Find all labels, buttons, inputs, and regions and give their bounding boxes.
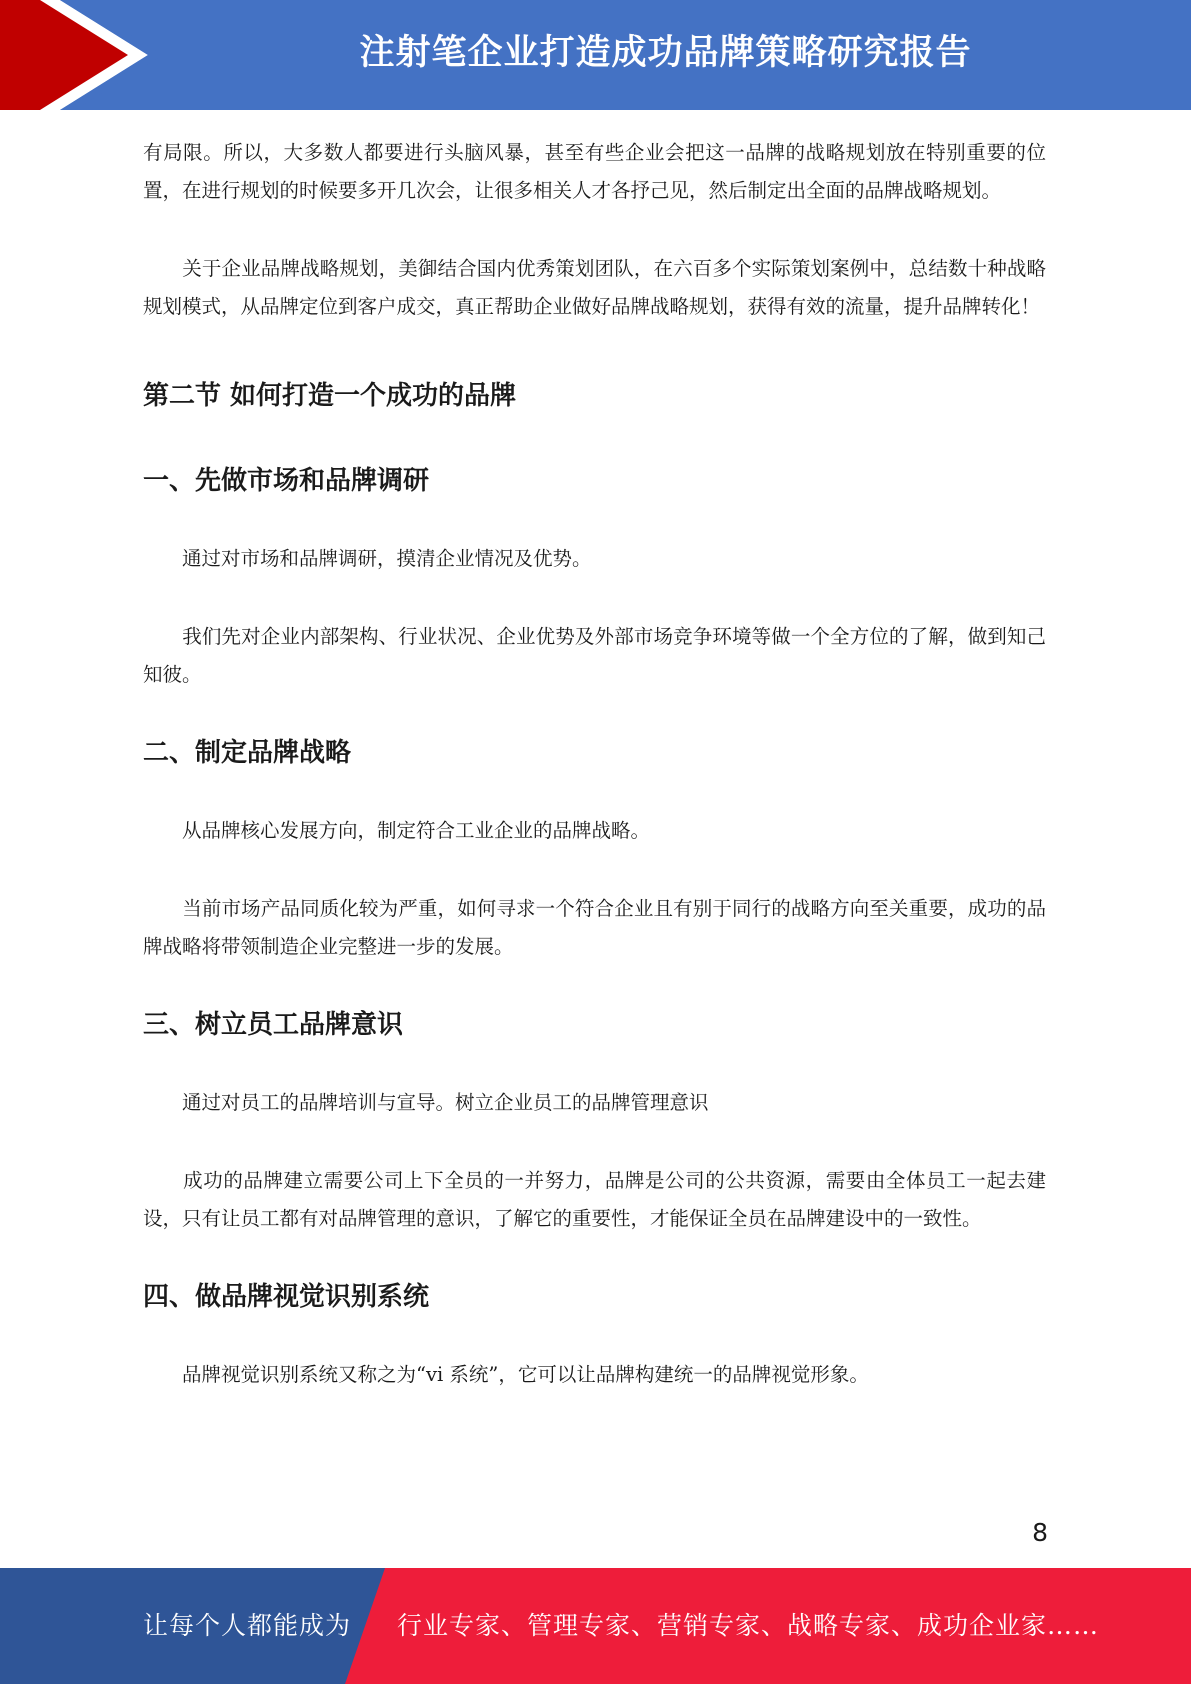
body-paragraph: 成功的品牌建立需要公司上下全员的一并努力，品牌是公司的公共资源，需要由全体员工一起去建设，只有让员工都有对品牌管理的意识，了解它的重要性，才能保证全员在品牌建设中的一致性。 <box>143 1169 1046 1230</box>
body-paragraph: 我们先对企业内部架构、行业状况、企业优势及外部市场竞争环境等做一个全方位的了解，做到知己知彼。 <box>143 625 1046 686</box>
subsection-heading: 四、做品牌视觉识别系统 <box>143 1282 430 1312</box>
page-footer <box>0 1568 1191 1684</box>
body-paragraph: 通过对员工的品牌培训与宣导。树立企业员工的品牌管理意识 <box>143 1091 709 1114</box>
section-heading: 第二节 如何打造一个成功的品牌 <box>143 381 517 411</box>
subsection-heading: 二、制定品牌战略 <box>143 738 352 768</box>
footer-slogan-left: 让每个人都能成为 <box>143 1611 352 1640</box>
body-paragraph: 从品牌核心发展方向，制定符合工业企业的品牌战略。 <box>143 819 651 842</box>
body-paragraph: 关于企业品牌战略规划，美御结合国内优秀策划团队，在六百多个实际策划案例中，总结数十种战略规划模式，从品牌定位到客户成交，真正帮助企业做好品牌战略规划，获得有效的流量，提升品牌转化！ <box>143 257 1046 318</box>
body-paragraph: 有局限。所以，大多数人都要进行头脑风暴，甚至有些企业会把这一品牌的战略规划放在特别重要的位置，在进行规划的时候要多开几次会，让很多相关人才各抒己见，然后制定出全面的品牌战略规划。 <box>143 141 1046 202</box>
subsection-heading: 一、先做市场和品牌调研 <box>143 466 430 496</box>
body-paragraph: 当前市场产品同质化较为严重，如何寻求一个符合企业且有别于同行的战略方向至关重要，成功的品牌战略将带领制造企业完整进一步的发展。 <box>143 897 1046 958</box>
subsection-heading: 三、树立员工品牌意识 <box>143 1010 404 1040</box>
document-title: 注射笔企业打造成功品牌策略研究报告 <box>359 33 972 73</box>
header-arrow-decoration <box>0 0 160 110</box>
page-header <box>0 0 1191 110</box>
document-body <box>143 134 1046 1434</box>
body-paragraph: 通过对市场和品牌调研，摸清企业情况及优势。 <box>143 547 592 570</box>
footer-slogan-right: 行业专家、管理专家、营销专家、战略专家、成功企业家…… <box>397 1611 1100 1640</box>
page-number: 8 <box>1032 1518 1048 1547</box>
body-paragraph: 品牌视觉识别系统又称之为“vi 系统”，它可以让品牌构建统一的品牌视觉形象。 <box>143 1363 869 1386</box>
